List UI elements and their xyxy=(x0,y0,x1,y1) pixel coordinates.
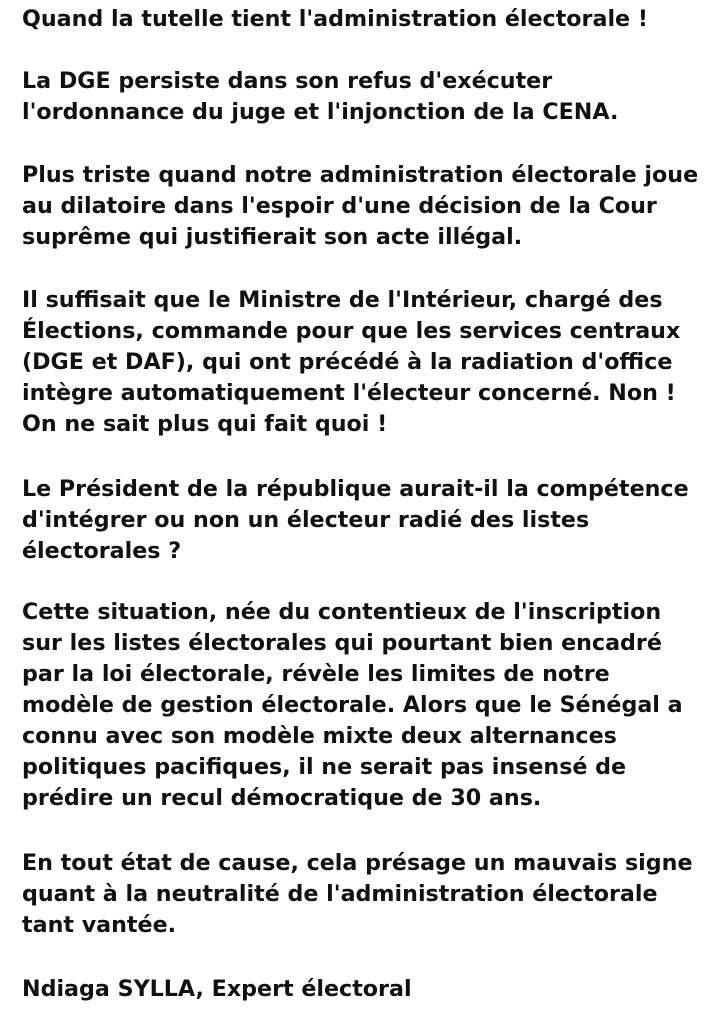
paragraph-line: sur les listes électorales qui pourtant bien encadré xyxy=(22,630,662,656)
paragraph-line: Cette situation, née du contentieux de l'inscription xyxy=(22,599,662,625)
paragraph-line: au dilatoire dans l'espoir d'une décision de la Cour xyxy=(22,193,657,219)
paragraph-line: La DGE persiste dans son refus d'exécuter xyxy=(22,68,553,94)
paragraph-line: Plus triste quand notre administration électorale joue xyxy=(22,162,699,188)
paragraph-line: par la loi électorale, révèle les limites de notre xyxy=(22,661,610,687)
paragraph-line: tant vantée. xyxy=(22,912,177,938)
paragraph-line: En tout état de cause, cela présage un mauvais signe xyxy=(22,850,693,876)
document-title xyxy=(22,4,702,35)
title-line: Quand la tutelle tient l'administration électorale ! xyxy=(22,6,648,32)
paragraph-6 xyxy=(22,848,702,941)
paragraph-line: électorales ? xyxy=(22,538,182,564)
signature xyxy=(22,974,702,1005)
paragraph-line: intègre automatiquement l'électeur concerné. Non ! xyxy=(22,380,676,406)
paragraph-1 xyxy=(22,66,702,128)
paragraph-line: prédire un recul démocratique de 30 ans. xyxy=(22,785,542,811)
paragraph-3 xyxy=(22,285,702,440)
paragraph-line: l'ordonnance du juge et l'injonction de la CENA. xyxy=(22,99,619,125)
paragraph-line: connu avec son modèle mixte deux alternances xyxy=(22,723,617,749)
paragraph-line: Élections, commande pour que les services centraux xyxy=(22,318,681,344)
page-bottom-margin xyxy=(0,1014,721,1024)
paragraph-line: Il suffisait que le Ministre de l'Intérieur, chargé des xyxy=(22,287,663,313)
paragraph-4 xyxy=(22,474,702,567)
paragraph-line: (DGE et DAF), qui ont précédé à la radiation d'office xyxy=(22,349,673,375)
paragraph-line: d'intégrer ou non un électeur radié des listes xyxy=(22,507,590,533)
paragraph-line: Le Président de la république aurait-il la compétence xyxy=(22,476,689,502)
paragraph-5 xyxy=(22,597,702,814)
paragraph-line: politiques pacifiques, il ne serait pas insensé de xyxy=(22,754,627,780)
paragraph-2 xyxy=(22,160,702,253)
paragraph-line: suprême qui justifierait son acte illégal. xyxy=(22,224,523,250)
paragraph-line: quant à la neutralité de l'administration électorale xyxy=(22,881,658,907)
signature-line: Ndiaga SYLLA, Expert électoral xyxy=(22,976,412,1002)
paragraph-line: modèle de gestion électorale. Alors que le Sénégal a xyxy=(22,692,683,718)
paragraph-line: On ne sait plus qui fait quoi ! xyxy=(22,411,388,437)
